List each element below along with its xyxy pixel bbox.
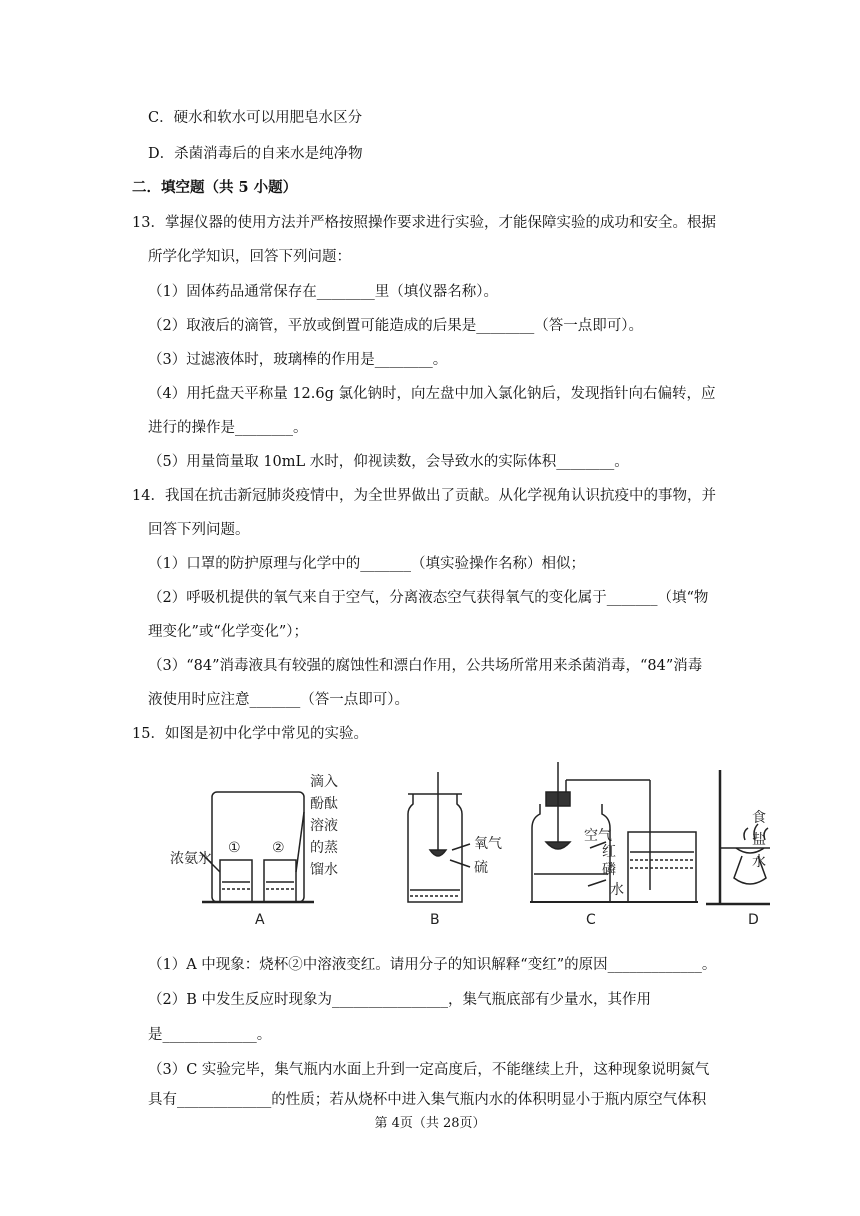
question-13-4-cont: 进行的操作是________。 — [148, 420, 308, 436]
svg-text:滴入: 滴入 — [310, 774, 338, 790]
svg-text:馏水: 馏水 — [310, 862, 338, 878]
option-d: D．杀菌消毒后的自来水是纯净物 — [148, 146, 363, 162]
section-heading: 二．填空题（共 5 小题） — [132, 179, 298, 196]
question-13: 13．掌握仪器的使用方法并严格按照操作要求进行实验，才能保障实验的成功和安全。根据 — [132, 215, 716, 231]
question-15-3-cont: 具有_____________的性质；若从烧杯中进入集气瓶内水的体积明显小于瓶内原空气体积 — [148, 1092, 707, 1108]
svg-text:水: 水 — [610, 882, 624, 898]
bell-jar — [212, 792, 304, 902]
label-b: B — [430, 912, 440, 928]
page-number: 第 4页（共 28页） — [374, 1116, 486, 1131]
svg-text:红: 红 — [602, 844, 616, 860]
svg-text:酚酞: 酚酞 — [310, 796, 338, 812]
label-beaker-1: ① — [228, 840, 241, 856]
reaction-bottle — [532, 804, 610, 902]
svg-text:溶液: 溶液 — [310, 818, 338, 834]
experiment-figure — [170, 752, 770, 937]
question-13-cont: 所学化学知识，回答下列问题： — [148, 249, 351, 265]
question-13-2: （2）取液后的滴管，平放或倒置可能造成的后果是________（答一点即可）。 — [148, 318, 643, 334]
gas-bottle — [408, 794, 462, 902]
question-14-cont: 回答下列问题。 — [148, 522, 250, 538]
water-beaker — [628, 832, 696, 902]
question-13-5: （5）用量筒量取 10mL 水时，仰视读数，会导致水的实际体积________。 — [148, 454, 629, 470]
beaker-1 — [220, 860, 252, 902]
question-15-1: （1）A 中现象：烧杯②中溶液变红。请用分子的知识解释“变红”的原因_____________。 — [148, 957, 717, 973]
question-15-2-cont: 是_____________。 — [148, 1027, 272, 1043]
svg-text:食: 食 — [752, 810, 766, 826]
svg-text:盐: 盐 — [752, 832, 766, 848]
question-15: 15．如图是初中化学中常见的实验。 — [132, 726, 368, 742]
question-14-3-cont: 液使用时应注意_______（答一点即可）。 — [148, 692, 409, 708]
svg-text:氧气: 氧气 — [474, 836, 502, 852]
label-c: C — [586, 912, 596, 928]
svg-text:磷: 磷 — [602, 862, 616, 878]
question-14-3: （3）“84”消毒液具有较强的腐蚀性和漂白作用，公共场所常用来杀菌消毒，“84”消毒 — [148, 658, 703, 674]
question-15-2: （2）B 中发生反应时现象为________________，集气瓶底部有少量水，其作用 — [148, 992, 651, 1008]
experiment-diagram — [170, 752, 770, 937]
label-ammonia: 浓氨水 — [170, 851, 212, 867]
label-beaker-2: ② — [272, 840, 285, 856]
question-14-2-cont: 理变化”或“化学变化”）； — [148, 624, 308, 640]
beaker-2 — [264, 860, 296, 902]
question-14: 14．我国在抗击新冠肺炎疫情中，为全世界做出了贡献。从化学视角认识抗疫中的事物，并 — [132, 488, 716, 504]
svg-text:水: 水 — [752, 854, 766, 870]
question-13-1: （1）固体药品通常保存在________里（填仪器名称）。 — [148, 284, 498, 300]
question-15-3: （3）C 实验完毕，集气瓶内水面上升到一定高度后，不能继续上升，这种现象说明氮气 — [148, 1062, 710, 1078]
question-13-3: （3）过滤液体时，玻璃棒的作用是________。 — [148, 352, 448, 368]
svg-text:硫: 硫 — [474, 860, 488, 876]
label-d: D — [748, 912, 759, 928]
question-14-1: （1）口罩的防护原理与化学中的_______（填实验操作名称）相似； — [148, 556, 585, 572]
option-c: C．硬水和软水可以用肥皂水区分 — [148, 110, 363, 126]
question-14-2: （2）呼吸机提供的氧气来自于空气，分离液态空气获得氧气的变化属于_______（填“物 — [148, 590, 709, 606]
svg-text:的蒸: 的蒸 — [310, 840, 338, 856]
svg-text:空气: 空气 — [584, 828, 612, 844]
label-a: A — [255, 912, 265, 928]
question-13-4: （4）用托盘天平称量 12.6g 氯化钠时，向左盘中加入氯化钠后，发现指针向右偏转，应 — [148, 386, 716, 402]
